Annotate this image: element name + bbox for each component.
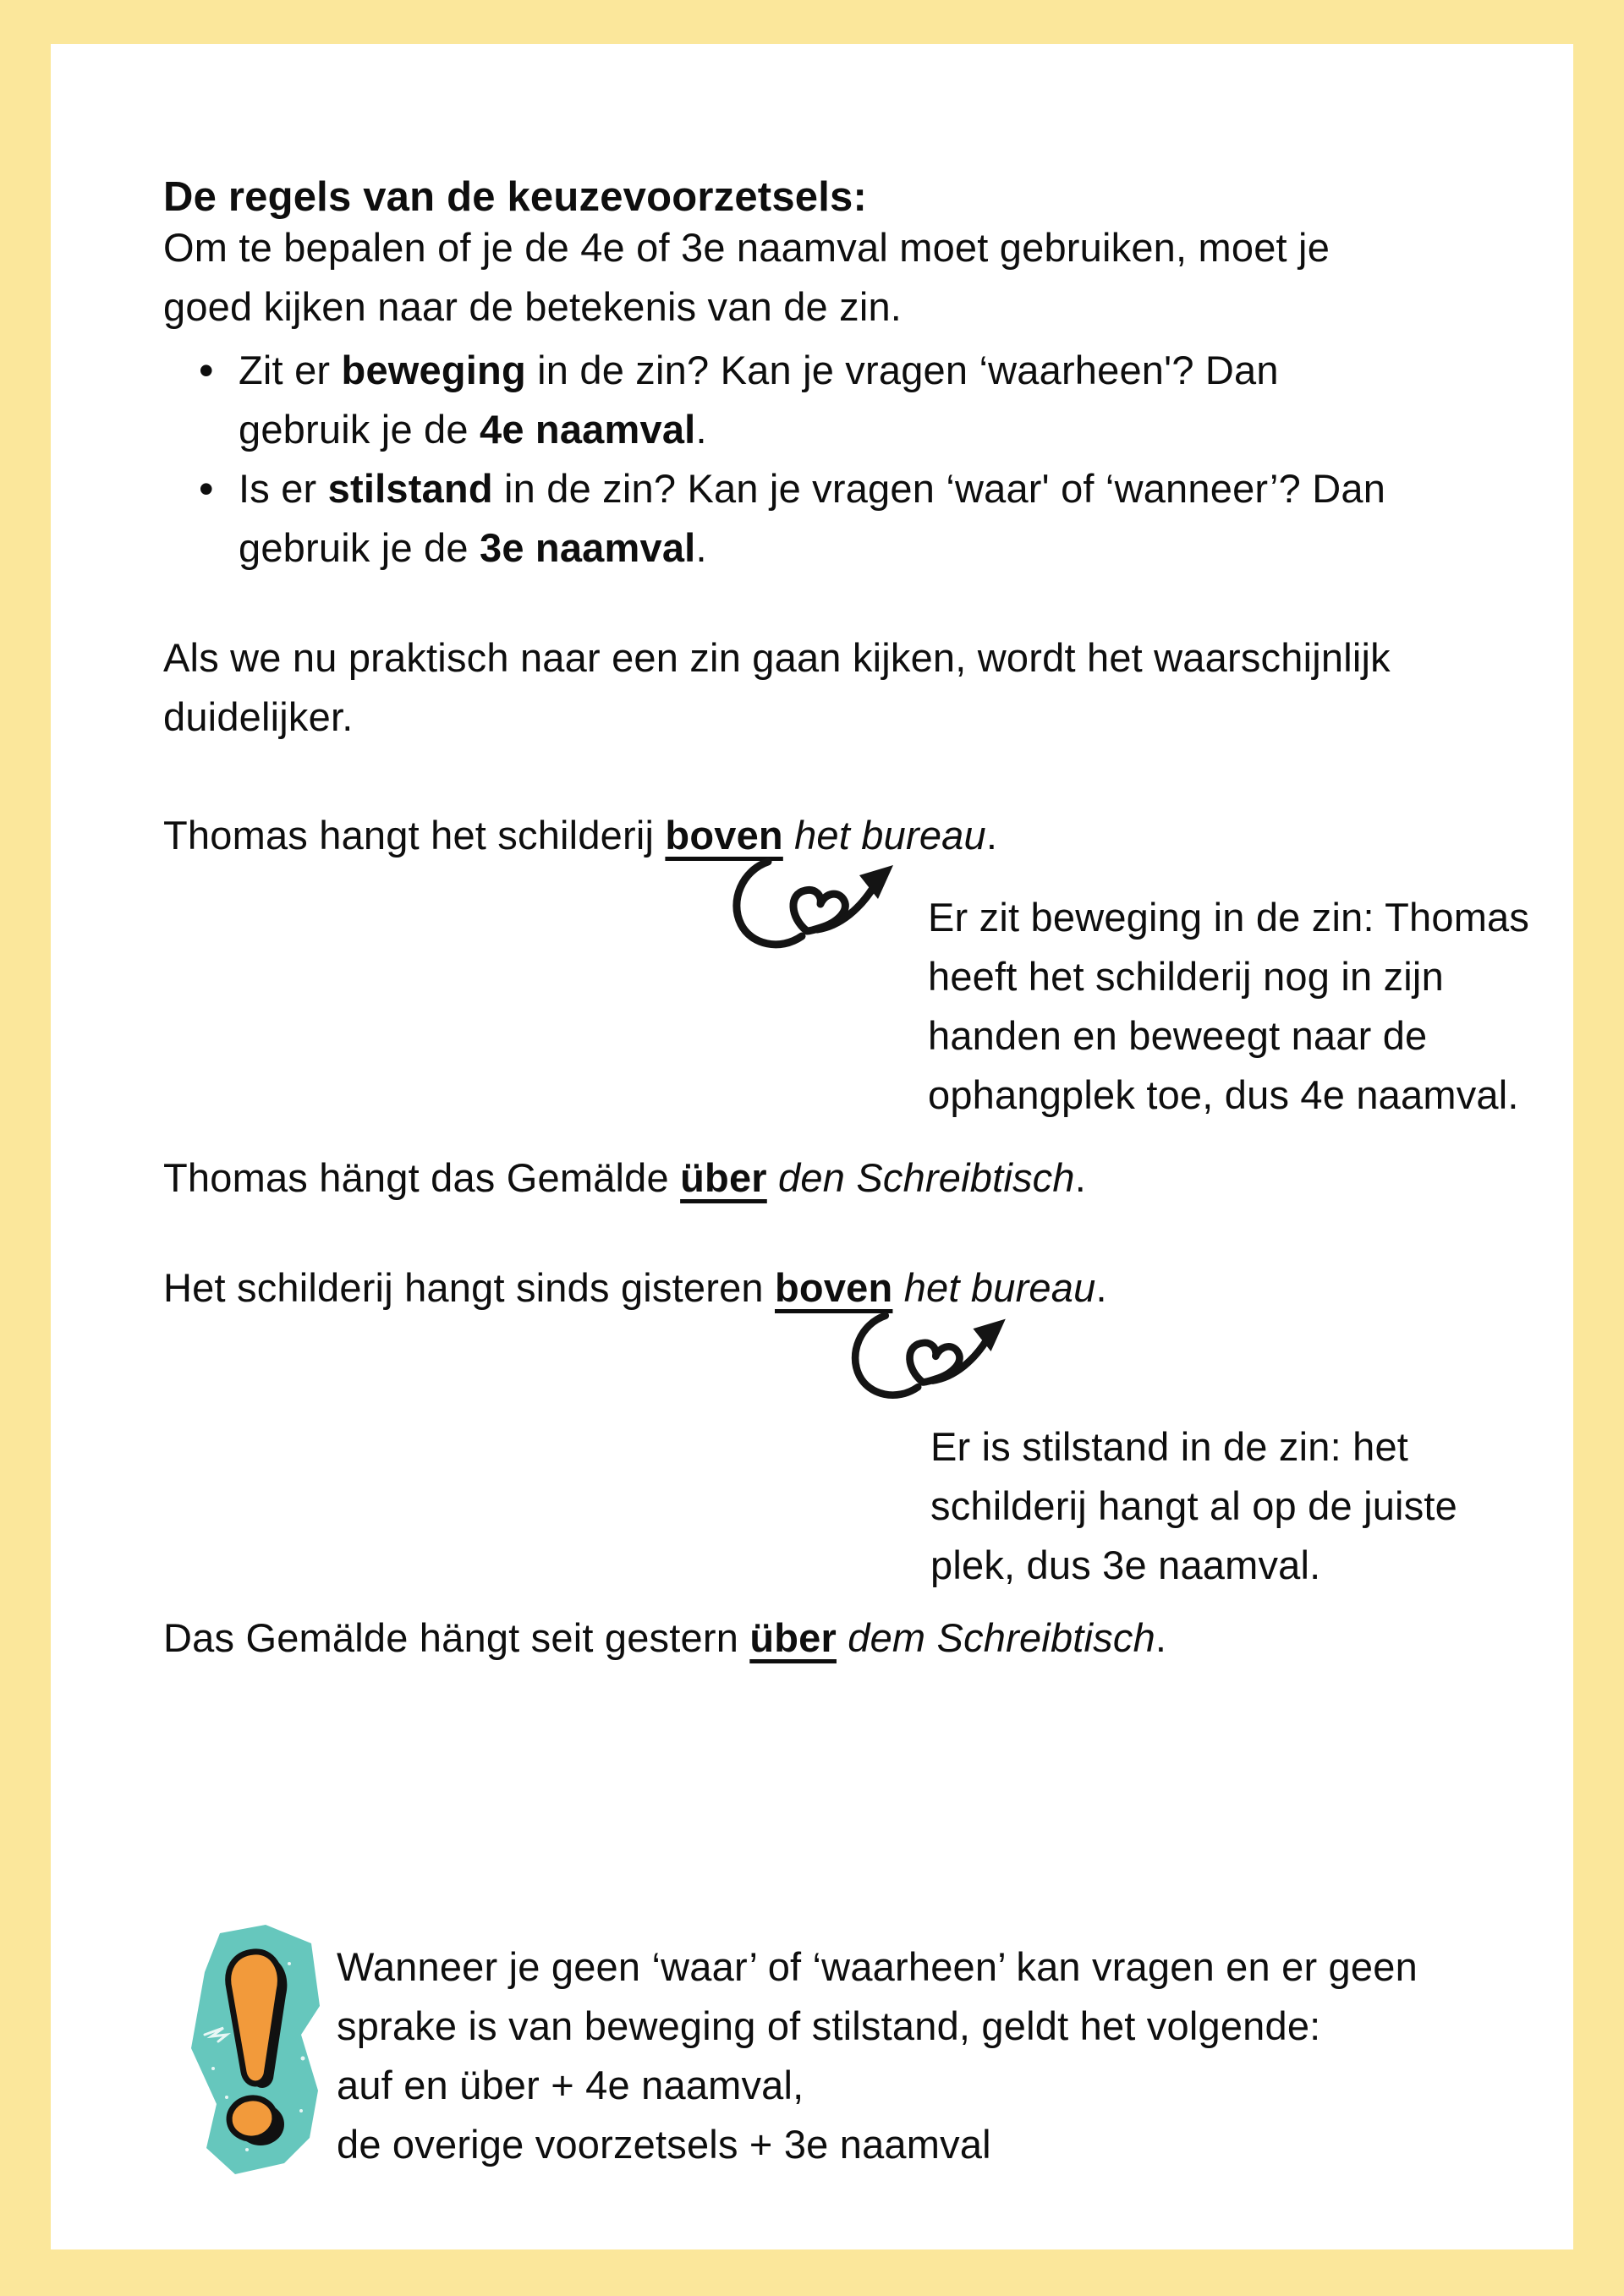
- sentence-text: .: [985, 813, 998, 858]
- object-italic: het bureau: [794, 813, 986, 858]
- sentence-text: [783, 813, 794, 858]
- bullet-item-beweging-line2: [163, 400, 1385, 459]
- transition-line-1: Als we nu praktisch naar een zin gaan kijken, wordt het waarschijnlijk: [163, 635, 1391, 680]
- annotation-line: handen en beweegt naar de: [928, 1013, 1428, 1058]
- note-line: sprake is van beweging of stilstand, geldt het volgende:: [337, 2003, 1321, 2048]
- heart-swirl-arrow-icon: [844, 1311, 1018, 1412]
- bullet-keyword: 3e naamval: [479, 525, 696, 570]
- annotation-line: Er is stilstand in de zin: het: [930, 1424, 1409, 1469]
- sentence-text: [837, 1615, 848, 1660]
- annotation-stillness: [930, 1417, 1457, 1595]
- annotation-line: ophangplek toe, dus 4e naamval.: [928, 1072, 1519, 1117]
- intro-line-1: Om te bepalen of je de 4e of 3e naamval moet gebruiken, moet je: [163, 225, 1330, 270]
- sentence-text: .: [1155, 1615, 1167, 1660]
- bullet-text: gebruik je de: [239, 407, 480, 452]
- annotation-movement: [928, 888, 1529, 1125]
- bullet-item-stilstand: [163, 459, 1385, 518]
- sentence-text: .: [1074, 1155, 1086, 1200]
- sentence-text: Thomas hängt das Gemälde: [163, 1155, 681, 1200]
- sentence-text: [892, 1265, 903, 1310]
- bullet-item-stilstand-line2: [163, 518, 1385, 578]
- example-sentence-de-1: [163, 1148, 1086, 1208]
- object-italic: dem Schreibtisch: [848, 1615, 1155, 1660]
- bullet-keyword: stilstand: [327, 466, 493, 511]
- annotation-line: schilderij hangt al op de juiste: [930, 1483, 1457, 1528]
- preposition-highlight: boven: [665, 813, 783, 858]
- sentence-text: .: [1095, 1265, 1107, 1310]
- note-text: [337, 1937, 1418, 2174]
- object-italic: den Schreibtisch: [778, 1155, 1075, 1200]
- bullet-text: Zit er: [239, 348, 342, 392]
- note-line: Wanneer je geen ‘waar’ of ‘waarheen’ kan vragen en er geen: [337, 1944, 1418, 1989]
- bullet-item-beweging: [163, 341, 1385, 400]
- bullet-text: Is er: [239, 466, 328, 511]
- page-title: De regels van de keuzevoorzetsels:: [163, 174, 868, 220]
- annotation-line: plek, dus 3e naamval.: [930, 1543, 1321, 1587]
- annotation-line: Er zit beweging in de zin: Thomas: [928, 895, 1530, 940]
- example-sentence-de-2: [163, 1608, 1166, 1668]
- bullet-text: .: [695, 407, 707, 452]
- preposition-highlight: über: [749, 1615, 837, 1660]
- bullet-text: in de zin? Kan je vragen ‘waarheen'? Dan: [525, 348, 1279, 392]
- bullet-keyword: 4e naamval: [479, 407, 696, 452]
- annotation-line: heeft het schilderij nog in zijn: [928, 954, 1444, 999]
- bullet-text: .: [695, 525, 707, 570]
- note-line: auf en über + 4e naamval,: [337, 2063, 804, 2107]
- exclamation-icon: [183, 1923, 330, 2177]
- note-line: de overige voorzetsels + 3e naamval: [337, 2122, 991, 2167]
- heart-swirl-arrow-icon: [726, 857, 905, 962]
- sentence-text: [767, 1155, 778, 1200]
- transition-line-2: duidelijker.: [163, 694, 354, 739]
- sentence-text: Das Gemälde hängt seit gestern: [163, 1615, 750, 1660]
- bullet-text: gebruik je de: [239, 525, 480, 570]
- bullet-text: in de zin? Kan je vragen ‘waar' of ‘wanneer’? Dan: [492, 466, 1386, 511]
- transition-paragraph: [163, 628, 1391, 747]
- intro-paragraph: [163, 218, 1330, 337]
- preposition-highlight: über: [680, 1155, 767, 1200]
- bullet-keyword: beweging: [341, 348, 526, 392]
- preposition-highlight: boven: [775, 1265, 893, 1310]
- example-sentence-nl-2: [163, 1258, 1107, 1318]
- bullet-list: [163, 341, 1385, 578]
- sentence-text: Het schilderij hangt sinds gisteren: [163, 1265, 776, 1310]
- object-italic: het bureau: [903, 1265, 1096, 1310]
- sentence-text: Thomas hangt het schilderij: [163, 813, 666, 858]
- intro-line-2: goed kijken naar de betekenis van de zin.: [163, 284, 903, 329]
